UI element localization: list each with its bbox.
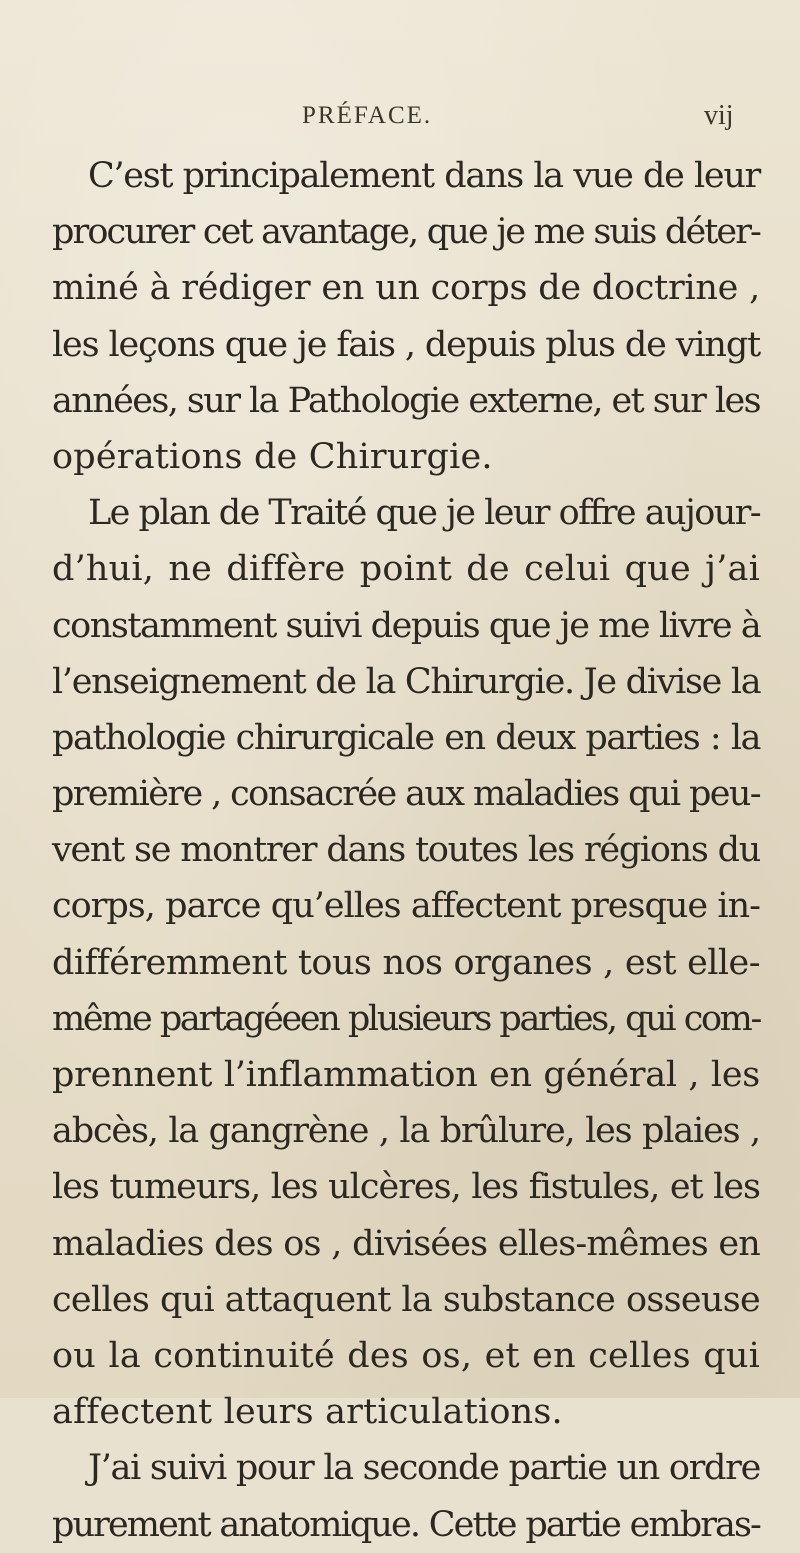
text-line: d’hui, ne diffère point de celui que j’ai [52, 549, 760, 590]
text-line: différemment tous nos organes , est elle- [52, 942, 760, 983]
text-line: C’est principalement dans la vue de leur [88, 156, 760, 196]
text-line: première , consacrée aux maladies qui peu- [52, 774, 761, 815]
text-line: Le plan de Traité que je leur offre aujour- [88, 493, 760, 534]
text-line: les tumeurs, les ulcères, les fistules, et les [52, 1167, 760, 1208]
running-header [0, 98, 800, 138]
text-line: purement anatomique. Cette partie embras- [52, 1504, 760, 1545]
text-line: J’ai suivi pour la seconde partie un ordre [88, 1448, 760, 1489]
text-line: corps, parce qu’elles affectent presque in- [52, 886, 760, 927]
text-line: prennent l’inflammation en général , les [52, 1055, 760, 1095]
text-line: pathologie chirurgicale en deux parties : la [52, 717, 760, 758]
text-line: même partagéeen plusieurs parties, qui com- [52, 998, 760, 1039]
text-line: maladies des os , divisées elles-mêmes en [52, 1223, 760, 1264]
text-line: celles qui attaquent la substance osseuse [52, 1279, 760, 1320]
text-line: vent se montrer dans toutes les régions du [52, 830, 760, 871]
text-line: les leçons que je fais , depuis plus de vingt [52, 324, 760, 365]
body-text [52, 148, 760, 1553]
text-line: opérations de Chirurgie. [52, 436, 493, 477]
text-line: années, sur la Pathologie externe, et sur les [52, 380, 760, 421]
text-line: constamment suivi depuis que je me livre à [52, 605, 761, 646]
page-number: vij [704, 100, 734, 131]
header-title: PRÉFACE. [302, 102, 433, 129]
text-line: affectent leurs articulations. [52, 1392, 563, 1433]
text-line: abcès, la gangrène , la brûlure, les plaies , [52, 1111, 760, 1152]
text-line: procurer cet avantage, que je me suis déter- [52, 212, 760, 253]
text-line: ou la continuité des os, et en celles qui [52, 1335, 760, 1376]
text-line: miné à rédiger en un corps de doctrine , [52, 268, 760, 309]
text-line: l’enseignement de la Chirurgie. Je divise la [52, 661, 761, 702]
